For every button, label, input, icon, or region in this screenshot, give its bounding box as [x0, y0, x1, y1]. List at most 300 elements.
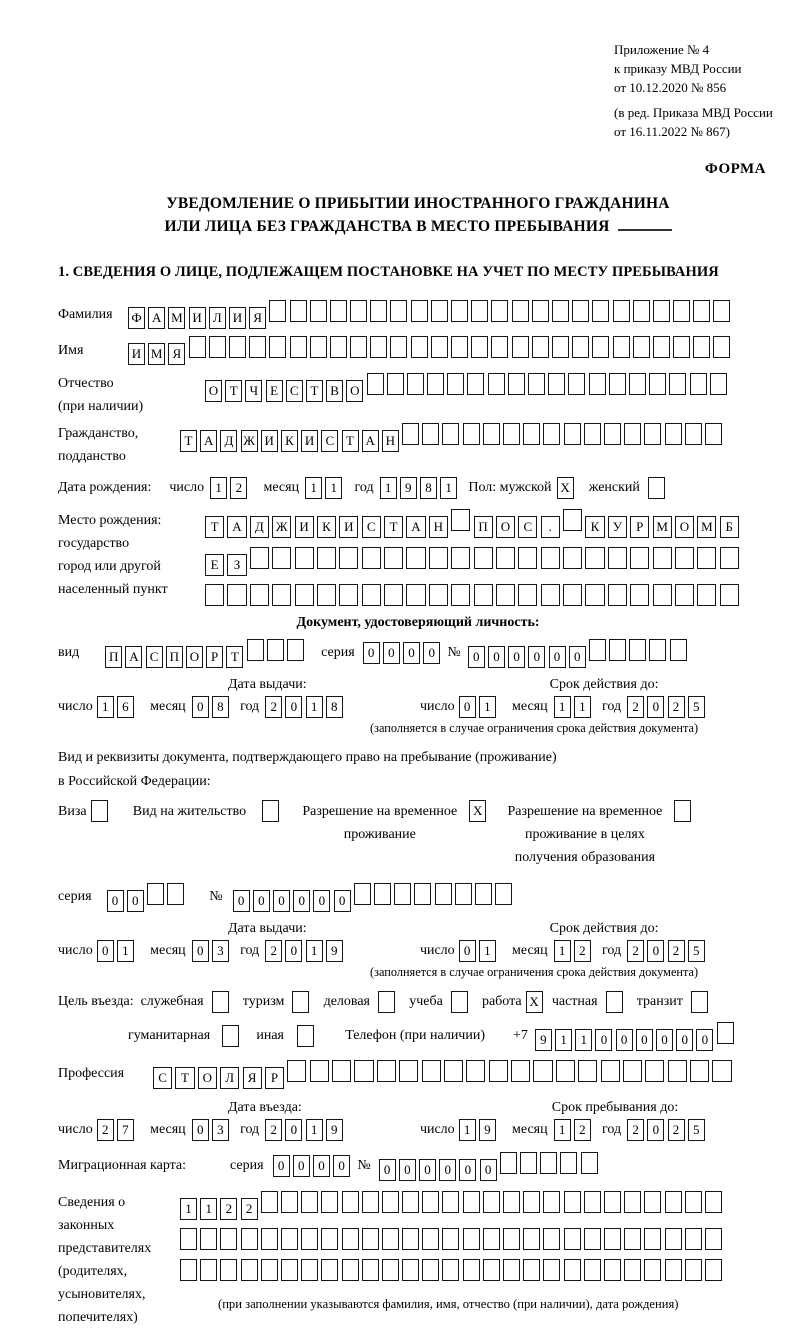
char-cell[interactable]: [382, 1228, 399, 1250]
char-cell[interactable]: [272, 547, 291, 569]
char-cell[interactable]: [604, 1228, 621, 1250]
char-cell[interactable]: Н: [382, 430, 399, 452]
char-cell[interactable]: 0: [616, 1029, 633, 1051]
char-cell[interactable]: [451, 336, 468, 358]
char-cell[interactable]: 8: [212, 696, 229, 718]
char-cell[interactable]: [665, 1228, 682, 1250]
char-cell[interactable]: 9: [479, 1119, 496, 1141]
char-cell[interactable]: [406, 547, 425, 569]
char-cell[interactable]: Р: [206, 646, 223, 668]
char-cell[interactable]: 2: [241, 1198, 258, 1220]
char-cell[interactable]: [180, 1228, 197, 1250]
char-cell[interactable]: [474, 547, 493, 569]
char-cell[interactable]: [310, 300, 327, 322]
char-cell[interactable]: [712, 1060, 731, 1082]
char-cell[interactable]: Т: [384, 516, 403, 538]
char-cell[interactable]: [523, 1228, 540, 1250]
char-cell[interactable]: С: [153, 1067, 172, 1089]
char-cell[interactable]: [374, 883, 391, 905]
char-cell[interactable]: [697, 584, 716, 606]
char-cell[interactable]: [429, 547, 448, 569]
char-cell[interactable]: [394, 883, 411, 905]
char-cell[interactable]: Е: [266, 380, 283, 402]
char-cell[interactable]: [512, 300, 529, 322]
char-cell[interactable]: [422, 1259, 439, 1281]
char-cell[interactable]: 1: [306, 940, 323, 962]
char-cell[interactable]: [697, 547, 716, 569]
char-cell[interactable]: [496, 547, 515, 569]
char-cell[interactable]: [644, 1259, 661, 1281]
char-cell[interactable]: [317, 547, 336, 569]
char-cell[interactable]: 9: [326, 1119, 343, 1141]
char-cell[interactable]: [592, 300, 609, 322]
char-cell[interactable]: [589, 639, 606, 661]
char-cell[interactable]: [362, 1191, 379, 1213]
char-cell[interactable]: [523, 1259, 540, 1281]
char-cell[interactable]: Я: [243, 1067, 262, 1089]
char-cell[interactable]: [301, 1259, 318, 1281]
char-cell[interactable]: [483, 1228, 500, 1250]
char-cell[interactable]: 0: [656, 1029, 673, 1051]
char-cell[interactable]: [422, 1191, 439, 1213]
char-cell[interactable]: [290, 336, 307, 358]
char-cell[interactable]: [563, 547, 582, 569]
char-cell[interactable]: 0: [273, 890, 290, 912]
char-cell[interactable]: [503, 1259, 520, 1281]
char-cell[interactable]: [512, 336, 529, 358]
char-cell[interactable]: [564, 1191, 581, 1213]
char-cell[interactable]: Т: [306, 380, 323, 402]
char-cell[interactable]: [483, 1259, 500, 1281]
char-cell[interactable]: 0: [192, 1119, 209, 1141]
char-cell[interactable]: [491, 336, 508, 358]
char-cell[interactable]: [624, 1228, 641, 1250]
char-cell[interactable]: [552, 336, 569, 358]
char-cell[interactable]: [429, 584, 448, 606]
char-cell[interactable]: [442, 1228, 459, 1250]
char-cell[interactable]: [435, 883, 452, 905]
char-cell[interactable]: М: [148, 343, 165, 365]
char-cell[interactable]: [367, 373, 384, 395]
char-cell[interactable]: [564, 1228, 581, 1250]
char-cell[interactable]: [442, 423, 459, 445]
char-cell[interactable]: 0: [333, 1155, 350, 1177]
char-cell[interactable]: 2: [574, 1119, 591, 1141]
char-cell[interactable]: [520, 1152, 537, 1174]
char-cell[interactable]: [342, 1228, 359, 1250]
char-cell[interactable]: [247, 639, 264, 661]
char-cell[interactable]: [629, 639, 646, 661]
char-cell[interactable]: [209, 336, 226, 358]
char-cell[interactable]: 7: [117, 1119, 134, 1141]
char-cell[interactable]: [674, 800, 691, 822]
char-cell[interactable]: [556, 1060, 575, 1082]
char-cell[interactable]: [543, 423, 560, 445]
char-cell[interactable]: [601, 1060, 620, 1082]
char-cell[interactable]: [297, 1025, 314, 1047]
char-cell[interactable]: 0: [285, 940, 302, 962]
char-cell[interactable]: [673, 336, 690, 358]
char-cell[interactable]: [269, 336, 286, 358]
char-cell[interactable]: [495, 883, 512, 905]
char-cell[interactable]: [471, 336, 488, 358]
char-cell[interactable]: Ж: [272, 516, 291, 538]
char-cell[interactable]: [362, 547, 381, 569]
char-cell[interactable]: [720, 547, 739, 569]
char-cell[interactable]: [261, 1228, 278, 1250]
char-cell[interactable]: [382, 1191, 399, 1213]
char-cell[interactable]: [645, 1060, 664, 1082]
char-cell[interactable]: П: [474, 516, 493, 538]
char-cell[interactable]: [578, 1060, 597, 1082]
char-cell[interactable]: [227, 584, 246, 606]
char-cell[interactable]: [543, 1191, 560, 1213]
char-cell[interactable]: [693, 336, 710, 358]
char-cell[interactable]: 1: [459, 1119, 476, 1141]
char-cell[interactable]: [564, 1259, 581, 1281]
char-cell[interactable]: [653, 547, 672, 569]
char-cell[interactable]: [310, 336, 327, 358]
char-cell[interactable]: [693, 300, 710, 322]
char-cell[interactable]: [713, 300, 730, 322]
char-cell[interactable]: [653, 336, 670, 358]
char-cell[interactable]: [463, 1191, 480, 1213]
char-cell[interactable]: [552, 300, 569, 322]
char-cell[interactable]: [321, 1259, 338, 1281]
char-cell[interactable]: [422, 1060, 441, 1082]
char-cell[interactable]: [705, 1259, 722, 1281]
char-cell[interactable]: 6: [117, 696, 134, 718]
char-cell[interactable]: [91, 800, 108, 822]
char-cell[interactable]: 1: [306, 696, 323, 718]
char-cell[interactable]: [665, 1259, 682, 1281]
char-cell[interactable]: 1: [380, 477, 397, 499]
char-cell[interactable]: [523, 1191, 540, 1213]
char-cell[interactable]: [330, 336, 347, 358]
char-cell[interactable]: 0: [399, 1159, 416, 1181]
char-cell[interactable]: [467, 373, 484, 395]
char-cell[interactable]: [189, 336, 206, 358]
char-cell[interactable]: [317, 584, 336, 606]
char-cell[interactable]: [488, 373, 505, 395]
char-cell[interactable]: [414, 883, 431, 905]
char-cell[interactable]: [384, 584, 403, 606]
char-cell[interactable]: 5: [688, 696, 705, 718]
char-cell[interactable]: [321, 1228, 338, 1250]
char-cell[interactable]: [528, 373, 545, 395]
char-cell[interactable]: [295, 547, 314, 569]
char-cell[interactable]: 1: [575, 1029, 592, 1051]
char-cell[interactable]: 0: [647, 1119, 664, 1141]
char-cell[interactable]: М: [168, 307, 185, 329]
char-cell[interactable]: В: [326, 380, 343, 402]
char-cell[interactable]: 5: [688, 1119, 705, 1141]
char-cell[interactable]: [649, 373, 666, 395]
char-cell[interactable]: [508, 373, 525, 395]
char-cell[interactable]: [705, 1228, 722, 1250]
char-cell[interactable]: [564, 423, 581, 445]
char-cell[interactable]: [301, 1191, 318, 1213]
char-cell[interactable]: М: [653, 516, 672, 538]
char-cell[interactable]: [624, 1191, 641, 1213]
char-cell[interactable]: [220, 1259, 237, 1281]
char-cell[interactable]: [584, 1228, 601, 1250]
char-cell[interactable]: [613, 300, 630, 322]
char-cell[interactable]: И: [261, 430, 278, 452]
char-cell[interactable]: [568, 373, 585, 395]
char-cell[interactable]: [451, 547, 470, 569]
char-cell[interactable]: [474, 584, 493, 606]
char-cell[interactable]: П: [166, 646, 183, 668]
char-cell[interactable]: [532, 300, 549, 322]
char-cell[interactable]: [475, 883, 492, 905]
char-cell[interactable]: 2: [220, 1198, 237, 1220]
char-cell[interactable]: [281, 1259, 298, 1281]
char-cell[interactable]: С: [518, 516, 537, 538]
char-cell[interactable]: 2: [265, 1119, 282, 1141]
char-cell[interactable]: [630, 584, 649, 606]
char-cell[interactable]: [200, 1228, 217, 1250]
char-cell[interactable]: [690, 1060, 709, 1082]
char-cell[interactable]: О: [205, 380, 222, 402]
char-cell[interactable]: [592, 336, 609, 358]
char-cell[interactable]: 0: [293, 1155, 310, 1177]
char-cell[interactable]: [180, 1259, 197, 1281]
char-cell[interactable]: О: [198, 1067, 217, 1089]
char-cell[interactable]: 0: [569, 646, 586, 668]
char-cell[interactable]: [281, 1228, 298, 1250]
char-cell[interactable]: [572, 300, 589, 322]
char-cell[interactable]: [489, 1060, 508, 1082]
char-cell[interactable]: [411, 300, 428, 322]
char-cell[interactable]: [491, 300, 508, 322]
char-cell[interactable]: [382, 1259, 399, 1281]
char-cell[interactable]: [633, 336, 650, 358]
char-cell[interactable]: [563, 584, 582, 606]
char-cell[interactable]: 0: [459, 696, 476, 718]
char-cell[interactable]: 0: [488, 646, 505, 668]
char-cell[interactable]: И: [189, 307, 206, 329]
char-cell[interactable]: [339, 584, 358, 606]
char-cell[interactable]: О: [186, 646, 203, 668]
char-cell[interactable]: [541, 584, 560, 606]
char-cell[interactable]: [503, 423, 520, 445]
char-cell[interactable]: [633, 300, 650, 322]
char-cell[interactable]: Я: [249, 307, 266, 329]
char-cell[interactable]: 0: [192, 696, 209, 718]
char-cell[interactable]: 1: [440, 477, 457, 499]
char-cell[interactable]: 1: [554, 696, 571, 718]
char-cell[interactable]: [269, 300, 286, 322]
char-cell[interactable]: 0: [192, 940, 209, 962]
char-cell[interactable]: 0: [636, 1029, 653, 1051]
char-cell[interactable]: [451, 991, 468, 1013]
char-cell[interactable]: [604, 1259, 621, 1281]
char-cell[interactable]: 1: [574, 696, 591, 718]
char-cell[interactable]: 0: [363, 642, 380, 664]
char-cell[interactable]: [339, 547, 358, 569]
char-cell[interactable]: [691, 991, 708, 1013]
char-cell[interactable]: Т: [180, 430, 197, 452]
char-cell[interactable]: А: [406, 516, 425, 538]
char-cell[interactable]: [287, 1060, 306, 1082]
char-cell[interactable]: 2: [574, 940, 591, 962]
char-cell[interactable]: [483, 1191, 500, 1213]
char-cell[interactable]: [543, 1228, 560, 1250]
char-cell[interactable]: [608, 547, 627, 569]
char-cell[interactable]: [354, 1060, 373, 1082]
char-cell[interactable]: [422, 423, 439, 445]
char-cell[interactable]: [249, 336, 266, 358]
char-cell[interactable]: 0: [293, 890, 310, 912]
char-cell[interactable]: З: [227, 554, 246, 576]
char-cell[interactable]: [608, 584, 627, 606]
char-cell[interactable]: [705, 423, 722, 445]
char-cell[interactable]: [710, 373, 727, 395]
char-cell[interactable]: [370, 336, 387, 358]
char-cell[interactable]: [342, 1259, 359, 1281]
char-cell[interactable]: [442, 1259, 459, 1281]
char-cell[interactable]: 9: [400, 477, 417, 499]
char-cell[interactable]: [503, 1191, 520, 1213]
char-cell[interactable]: 0: [468, 646, 485, 668]
char-cell[interactable]: 9: [326, 940, 343, 962]
char-cell[interactable]: И: [295, 516, 314, 538]
char-cell[interactable]: 0: [285, 1119, 302, 1141]
char-cell[interactable]: [342, 1191, 359, 1213]
char-cell[interactable]: [427, 373, 444, 395]
char-cell[interactable]: [532, 336, 549, 358]
char-cell[interactable]: [685, 1191, 702, 1213]
char-cell[interactable]: [281, 1191, 298, 1213]
char-cell[interactable]: [290, 300, 307, 322]
char-cell[interactable]: [523, 423, 540, 445]
char-cell[interactable]: А: [200, 430, 217, 452]
char-cell[interactable]: [630, 547, 649, 569]
char-cell[interactable]: .: [541, 516, 560, 538]
char-cell[interactable]: [167, 883, 184, 905]
char-cell[interactable]: [250, 584, 269, 606]
char-cell[interactable]: Д: [220, 430, 237, 452]
char-cell[interactable]: [431, 300, 448, 322]
char-cell[interactable]: 2: [627, 696, 644, 718]
char-cell[interactable]: 8: [326, 696, 343, 718]
char-cell[interactable]: 9: [535, 1029, 552, 1051]
char-cell[interactable]: [548, 373, 565, 395]
char-cell[interactable]: [713, 336, 730, 358]
char-cell[interactable]: 0: [403, 642, 420, 664]
char-cell[interactable]: 0: [273, 1155, 290, 1177]
char-cell[interactable]: 0: [528, 646, 545, 668]
char-cell[interactable]: [675, 547, 694, 569]
char-cell[interactable]: [292, 991, 309, 1013]
char-cell[interactable]: 0: [285, 696, 302, 718]
char-cell[interactable]: [463, 423, 480, 445]
char-cell[interactable]: 0: [423, 642, 440, 664]
char-cell[interactable]: [518, 547, 537, 569]
char-cell[interactable]: 0: [508, 646, 525, 668]
char-cell[interactable]: [451, 509, 470, 531]
char-cell[interactable]: 0: [334, 890, 351, 912]
char-cell[interactable]: [675, 584, 694, 606]
char-cell[interactable]: [585, 547, 604, 569]
char-cell[interactable]: 0: [480, 1159, 497, 1181]
char-cell[interactable]: Б: [720, 516, 739, 538]
char-cell[interactable]: [540, 1152, 557, 1174]
char-cell[interactable]: [685, 1259, 702, 1281]
char-cell[interactable]: [350, 300, 367, 322]
char-cell[interactable]: [648, 477, 665, 499]
char-cell[interactable]: [665, 423, 682, 445]
char-cell[interactable]: [384, 547, 403, 569]
char-cell[interactable]: [442, 1191, 459, 1213]
char-cell[interactable]: 0: [379, 1159, 396, 1181]
char-cell[interactable]: [310, 1060, 329, 1082]
char-cell[interactable]: [604, 423, 621, 445]
char-cell[interactable]: 3: [212, 940, 229, 962]
char-cell[interactable]: [205, 584, 224, 606]
char-cell[interactable]: 0: [253, 890, 270, 912]
char-cell[interactable]: 1: [97, 696, 114, 718]
char-cell[interactable]: Ф: [128, 307, 145, 329]
char-cell[interactable]: 2: [668, 1119, 685, 1141]
char-cell[interactable]: [644, 423, 661, 445]
char-cell[interactable]: [455, 883, 472, 905]
char-cell[interactable]: [653, 584, 672, 606]
char-cell[interactable]: Т: [225, 380, 242, 402]
char-cell[interactable]: 0: [383, 642, 400, 664]
char-cell[interactable]: [466, 1060, 485, 1082]
char-cell[interactable]: 1: [554, 1119, 571, 1141]
char-cell[interactable]: X: [469, 800, 486, 822]
char-cell[interactable]: [220, 1228, 237, 1250]
char-cell[interactable]: X: [557, 477, 574, 499]
char-cell[interactable]: [685, 423, 702, 445]
char-cell[interactable]: 2: [265, 940, 282, 962]
char-cell[interactable]: Л: [209, 307, 226, 329]
char-cell[interactable]: [606, 991, 623, 1013]
char-cell[interactable]: [541, 547, 560, 569]
char-cell[interactable]: [330, 300, 347, 322]
char-cell[interactable]: [624, 1259, 641, 1281]
char-cell[interactable]: [378, 991, 395, 1013]
char-cell[interactable]: [332, 1060, 351, 1082]
char-cell[interactable]: 1: [200, 1198, 217, 1220]
char-cell[interactable]: 2: [627, 1119, 644, 1141]
char-cell[interactable]: Р: [630, 516, 649, 538]
char-cell[interactable]: [147, 883, 164, 905]
char-cell[interactable]: [447, 373, 464, 395]
char-cell[interactable]: [301, 1228, 318, 1250]
char-cell[interactable]: 0: [459, 940, 476, 962]
char-cell[interactable]: 2: [97, 1119, 114, 1141]
char-cell[interactable]: 0: [647, 940, 664, 962]
char-cell[interactable]: 0: [313, 1155, 330, 1177]
char-cell[interactable]: 0: [439, 1159, 456, 1181]
char-cell[interactable]: [720, 584, 739, 606]
char-cell[interactable]: [584, 1191, 601, 1213]
char-cell[interactable]: [261, 1191, 278, 1213]
char-cell[interactable]: И: [128, 343, 145, 365]
char-cell[interactable]: [584, 1259, 601, 1281]
char-cell[interactable]: [402, 423, 419, 445]
char-cell[interactable]: [321, 1191, 338, 1213]
char-cell[interactable]: [250, 547, 269, 569]
char-cell[interactable]: [399, 1060, 418, 1082]
char-cell[interactable]: [295, 584, 314, 606]
char-cell[interactable]: [402, 1191, 419, 1213]
char-cell[interactable]: [572, 336, 589, 358]
